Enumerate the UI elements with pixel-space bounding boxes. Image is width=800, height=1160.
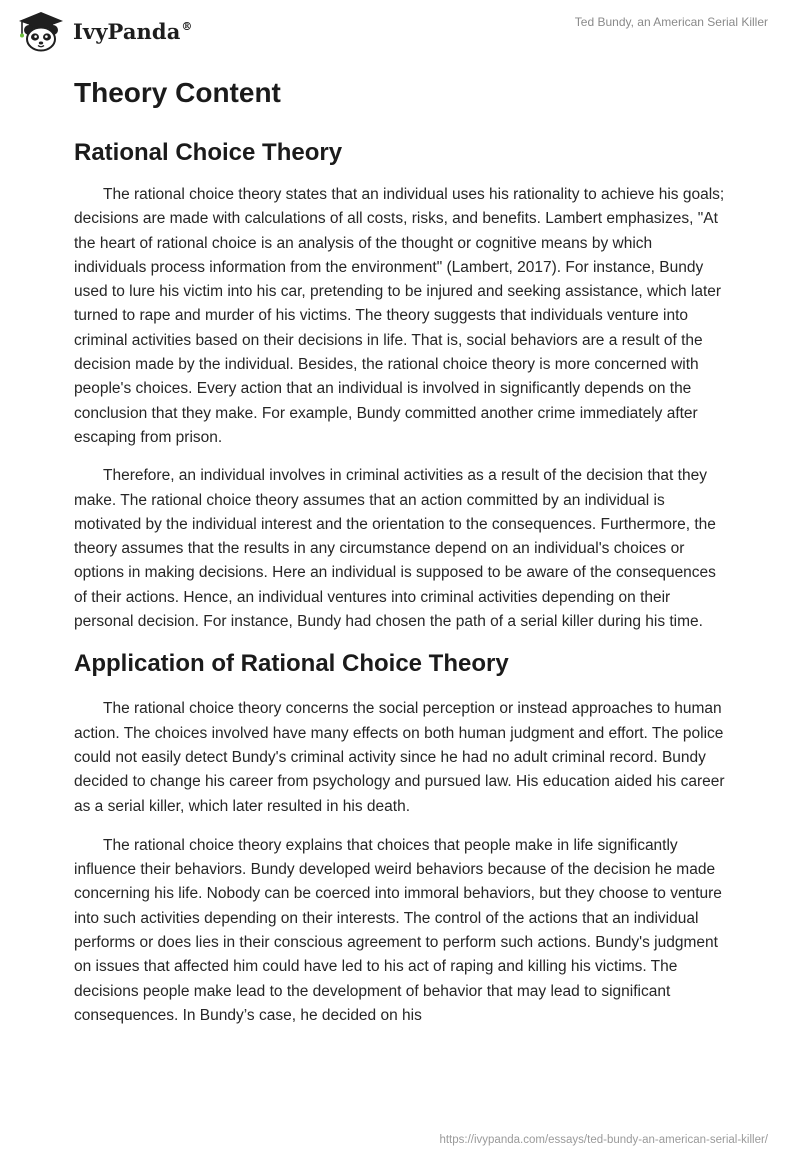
article-content xyxy=(74,70,726,1028)
logo-name: IvyPanda xyxy=(73,18,181,44)
logo-wordmark xyxy=(73,19,193,44)
panda-graduation-icon xyxy=(15,10,67,52)
paragraph: The rational choice theory explains that choices that people make in life significantly influence their behaviors. Bundy developed weird behaviors because of the decision he made concerning his life. Nobody can be coerced into immoral behaviors, but they choose to venture into such activities depending on their interests. The control of the actions that an individual performs or does lies in their conscious agreement to perform such actions. Bundy's judgment on issues that affected him could have led to his act of raping and killing his victims. The decisions people make lead to the development of behavior that may lead to significant consequences. In Bundy’s case, he decided on his xyxy=(74,836,722,1024)
document-title: Ted Bundy, an American Serial Killer xyxy=(574,15,768,29)
paragraph: The rational choice theory concerns the social perception or instead approaches to human action. The choices involved have many effects on both human judgment and effort. The police could not easily detect Bundy's criminal activity since he had no adult criminal record. Bundy decided to change his career from psychology and pursued law. His education aided his career as a serial killer, which later resulted in his death. xyxy=(74,700,725,815)
section-heading-application: Application of Rational Choice Theory xyxy=(74,650,509,678)
source-url-link[interactable]: https://ivypanda.com/essays/ted-bundy-an-american-serial-killer/ xyxy=(439,1134,768,1146)
ivypanda-logo[interactable] xyxy=(15,10,193,52)
page-header xyxy=(0,0,800,60)
section-heading-rational-choice: Rational Choice Theory xyxy=(74,139,343,166)
paragraph: The rational choice theory states that an individual uses his rationality to achieve his goals; decisions are made with calculations of all costs, risks, and benefits. Lambert emphasizes, "At the heart of rational choice is an analysis of the thought or cognitive means by which individuals process information from the environment" (Lambert, 2017). For instance, Bundy used to lure his victim into his car, pretending to be injured and seeking assistance, which later turned to rape and murder of his victims. The theory suggests that individuals venture into criminal activities based on their decisions in life. That is, social behaviors are a result of the decision made by the individual. Besides, the rational choice theory is more concerned with people's choices. Every action that an individual is involved in significantly depends on the conclusion that they make. For example, Bundy committed another crime immediately after escaping from prison. xyxy=(74,186,725,446)
paragraph: Therefore, an individual involves in criminal activities as a result of the decision that they make. The rational choice theory assumes that an action committed by an individual is motivated by the individual interest and the orientation to the consequences. Furthermore, the theory assumes that the results in any circumstance depend on an individual's choices or options in making decisions. Here an individual is supposed to be aware of the consequences of their actions. Hence, an individual ventures into criminal activities depending on their personal decision. For instance, Bundy had chosen the path of a serial killer during his time. xyxy=(74,467,716,631)
registered-mark: ® xyxy=(181,19,193,33)
page-title: Theory Content xyxy=(74,77,281,108)
